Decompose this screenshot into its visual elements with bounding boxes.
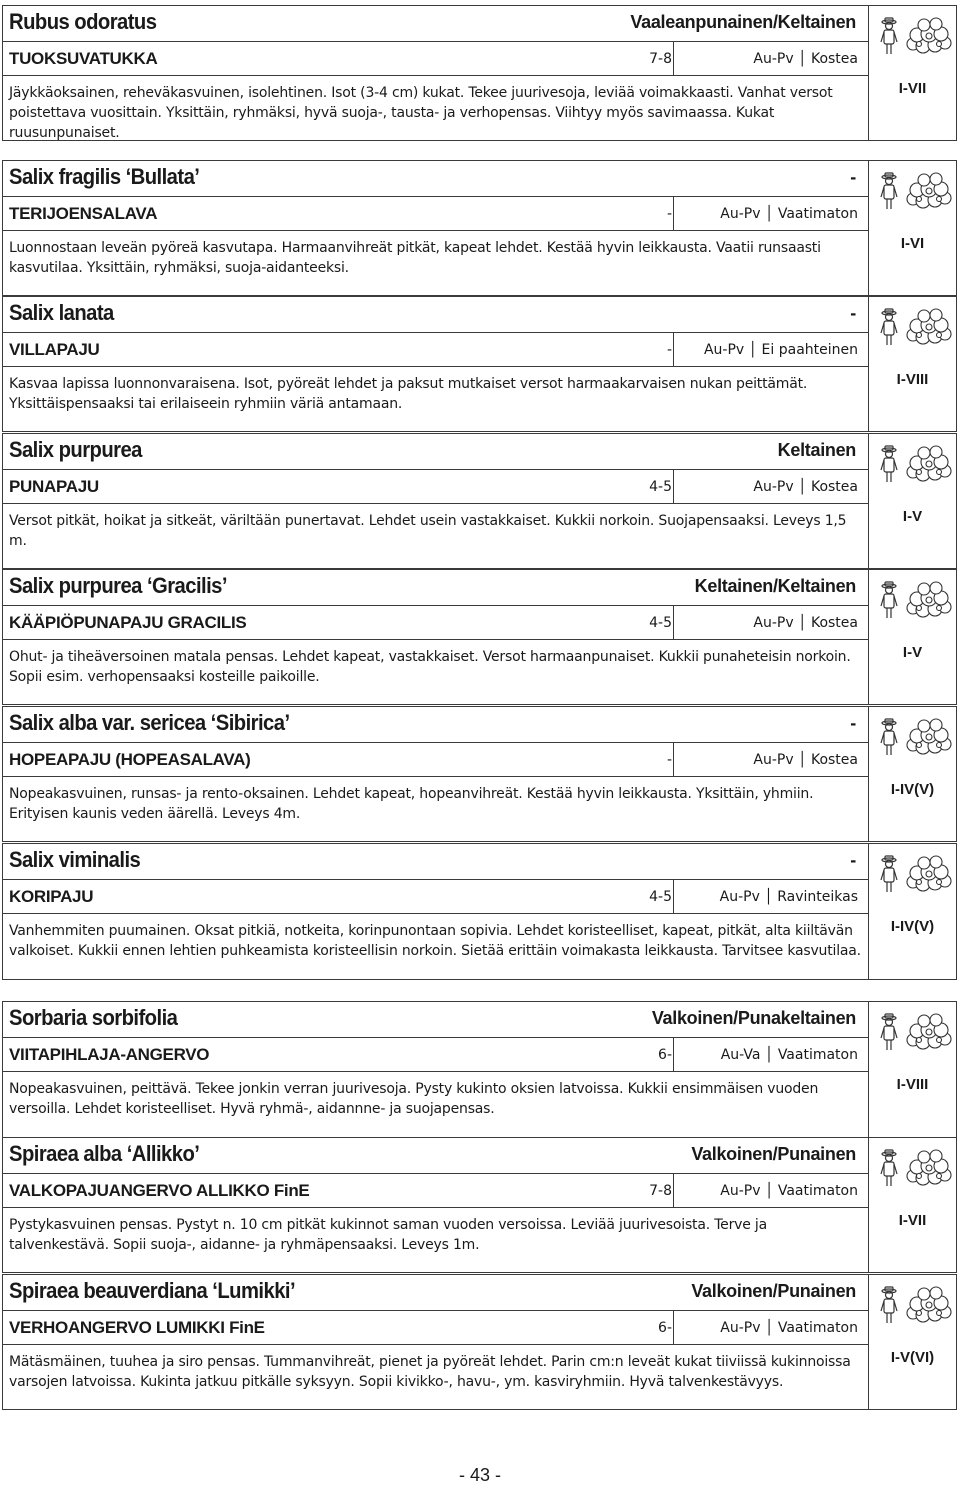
hardiness-zone: 4-5 xyxy=(649,615,672,631)
entry-info-row xyxy=(3,743,868,777)
description: Ohut- ja tiheäversoinen matala pensas. Lehdet kapeat, vastakkaiset. Versot harmaanpunaiset. Kukkii punaheteisin norkoin. Sopii esim. verhopensaaksi kosteille paikoille. xyxy=(9,649,851,685)
planting-months: I-IV(V) xyxy=(890,918,935,935)
description: Nopeakasvuinen, runsas- ja rento-oksainen. Lehdet kapeat, hopeanvihreät. Kestää hyvin leikkausta. Yksittäin, yhmiin. Erityisen kaunis veden äärellä. Leveys 4m. xyxy=(9,786,814,822)
description: Nopeakasvuinen, peittävä. Tekee jonkin verran juurivesoja. Pysty kukinto oksien latvoissa. Kukkii ensimmäisen vuoden versoilla. Lehdet koristeelliset. Hyvä ryhmä-, aidannne- ja suojapensas. xyxy=(9,1081,819,1117)
entry-side xyxy=(869,1275,956,1409)
person-icon xyxy=(881,18,897,54)
flower-color: Keltainen/Keltainen xyxy=(694,576,856,596)
planting-months: I-VII xyxy=(898,80,927,97)
entry-main xyxy=(3,1275,869,1409)
common-name: KÄÄPIÖPUNAPAJU GRACILIS xyxy=(9,613,247,632)
size-icons xyxy=(879,16,955,56)
common-name: KORIPAJU xyxy=(9,887,94,906)
plant-entry xyxy=(2,1137,957,1273)
column-divider xyxy=(673,1311,674,1344)
page-number: - 43 - xyxy=(458,1465,501,1485)
flower-color: - xyxy=(850,303,856,323)
description: Vanhemmiten puumainen. Oksat pitkiä, notkeita, korinpunontaan sopivia. Lehdet koristeelliset, kapeat, pitkät, alta kiiltävän valkoiset. Kukkii ennen lehtien puhkeamista koristeellisin norkoin. Sietää erittäin voimakasta leikkausta. Tarvitsee kasvutilaa. xyxy=(9,923,861,959)
entry-info-row xyxy=(3,197,868,231)
flower-color: Vaaleanpunainen/Keltainen xyxy=(630,12,856,32)
entry-side xyxy=(869,161,956,295)
entry-main xyxy=(3,570,869,704)
description: Mätäsmäinen, tuuhea ja siro pensas. Tummanvihreät, pienet ja pyöreät lehdet. Parin cm:n leveät kukat tiiviissä kukinnoissa varsojen latvoissa. Kukinta jatkuu pitkälle syksyyn. Sopii kivikko-, havu-, ym. kasviryhmiin. Hyvä talvenkestävyys. xyxy=(9,1354,851,1390)
size-icons xyxy=(879,717,955,757)
entry-header-row xyxy=(3,434,868,470)
description: Pystykasvuinen pensas. Pystyt n. 10 cm pitkät kukinnot saman vuoden versoissa. Leviää juurivesoista. Terve ja talvenkestävä. Sopii suoja-, aidanne- ja ryhmäpensaaksi. Leveys 1m. xyxy=(9,1217,767,1253)
flower-color: - xyxy=(850,850,856,870)
entry-side xyxy=(869,6,956,140)
description: Luonnostaan leveän pyöreä kasvutapa. Harmaanvihreät pitkät, kapeat lehdet. Kestää hyvin leikkausta. Vaatii runsaasti kasvutilaa. Yksittäin, ryhmäksi, suoja-aidanteeksi. xyxy=(9,240,821,276)
growing-conditions: Au-Pv │ Kostea xyxy=(753,479,858,495)
latin-name: Rubus odoratus xyxy=(9,9,157,34)
entry-header-row xyxy=(3,161,868,197)
entry-header-row xyxy=(3,844,868,880)
growing-conditions: Au-Pv │ Ravinteikas xyxy=(719,889,858,905)
entry-side xyxy=(869,1002,956,1137)
entry-info-row xyxy=(3,1311,868,1345)
entry-side xyxy=(869,297,956,431)
shrub-icon xyxy=(907,1287,951,1322)
common-name: VIITAPIHLAJA-ANGERVO xyxy=(9,1045,210,1064)
hardiness-zone: - xyxy=(666,206,672,222)
growing-conditions: Au-Pv │ Kostea xyxy=(753,752,858,768)
plant-entry xyxy=(2,296,957,432)
person-icon xyxy=(881,309,897,345)
flower-color: Valkoinen/Punakeltainen xyxy=(651,1008,856,1028)
latin-name: Salix alba var. sericea ‘Sibirica’ xyxy=(9,710,290,735)
size-icons xyxy=(879,854,955,894)
entry-header-row xyxy=(3,6,868,42)
shrub-icon xyxy=(907,582,951,617)
planting-months: I-VII xyxy=(898,1212,927,1229)
growing-conditions: Au-Pv │ Kostea xyxy=(753,51,858,67)
entry-info-row xyxy=(3,333,868,367)
shrub-icon xyxy=(907,856,951,891)
shrub-icon xyxy=(907,1014,951,1049)
description: Versot pitkät, hoikat ja sitkeät, väriltään punertavat. Lehdet usein vastakkaiset. Kukkii norkoin. Suojapensaaksi. Leveys 1,5 m. xyxy=(9,513,847,549)
latin-name: Salix fragilis ‘Bullata’ xyxy=(9,164,200,189)
plant-entry xyxy=(2,706,957,842)
entry-main xyxy=(3,161,869,295)
common-name: TUOKSUVATUKKA xyxy=(9,49,158,68)
column-divider xyxy=(673,197,674,230)
entry-header-row xyxy=(3,570,868,606)
plant-entry xyxy=(2,569,957,705)
plant-entry xyxy=(2,1274,957,1410)
person-icon xyxy=(881,1150,897,1186)
hardiness-zone: 6- xyxy=(658,1320,672,1336)
entry-header-row xyxy=(3,1275,868,1311)
column-divider xyxy=(673,880,674,913)
shrub-icon xyxy=(907,309,951,344)
entry-side xyxy=(869,434,956,568)
entry-main xyxy=(3,707,869,841)
common-name: PUNAPAJU xyxy=(9,477,99,496)
column-divider xyxy=(673,1174,674,1207)
flower-color: Keltainen xyxy=(777,440,856,460)
growing-conditions: Au-Pv │ Vaatimaton xyxy=(720,206,858,222)
latin-name: Salix purpurea xyxy=(9,437,142,462)
planting-months: I-VIII xyxy=(896,1076,929,1093)
latin-name: Spiraea beauverdiana ‘Lumikki’ xyxy=(9,1278,296,1303)
size-icons xyxy=(879,1148,955,1188)
entry-main xyxy=(3,297,869,431)
column-divider xyxy=(673,606,674,639)
column-divider xyxy=(673,1038,674,1071)
hardiness-zone: 6- xyxy=(658,1047,672,1063)
size-icons xyxy=(879,1285,955,1325)
common-name: VERHOANGERVO LUMIKKI FinE xyxy=(9,1318,265,1337)
plant-entry xyxy=(2,1001,957,1138)
entry-info-row xyxy=(3,606,868,640)
planting-months: I-VI xyxy=(900,235,925,252)
entry-info-row xyxy=(3,880,868,914)
flower-color: Valkoinen/Punainen xyxy=(691,1281,856,1301)
latin-name: Salix lanata xyxy=(9,300,114,325)
plant-entry xyxy=(2,433,957,569)
entry-info-row xyxy=(3,470,868,504)
planting-months: I-IV(V) xyxy=(890,781,935,798)
person-icon xyxy=(881,582,897,618)
entry-main xyxy=(3,1002,869,1137)
common-name: TERIJOENSALAVA xyxy=(9,204,158,223)
entry-info-row xyxy=(3,1038,868,1072)
size-icons xyxy=(879,444,955,484)
latin-name: Sorbaria sorbifolia xyxy=(9,1005,178,1030)
shrub-icon xyxy=(907,446,951,481)
hardiness-zone: 4-5 xyxy=(649,889,672,905)
planting-months: I-V xyxy=(902,508,923,525)
entry-side xyxy=(869,1138,956,1272)
common-name: VALKOPAJUANGERVO ALLIKKO FinE xyxy=(9,1181,310,1200)
planting-months: I-V xyxy=(902,644,923,661)
hardiness-zone: 7-8 xyxy=(649,51,672,67)
shrub-icon xyxy=(907,173,951,208)
size-icons xyxy=(879,171,955,211)
entry-main xyxy=(3,434,869,568)
plant-entry xyxy=(2,843,957,980)
plant-entry xyxy=(2,160,957,296)
entry-header-row xyxy=(3,297,868,333)
flower-color: - xyxy=(850,167,856,187)
person-icon xyxy=(881,446,897,482)
entry-main xyxy=(3,6,869,140)
planting-months: I-VIII xyxy=(896,371,929,388)
entry-main xyxy=(3,844,869,979)
person-icon xyxy=(881,1014,897,1050)
size-icons xyxy=(879,580,955,620)
entry-header-row xyxy=(3,1002,868,1038)
latin-name: Spiraea alba ‘Allikko’ xyxy=(9,1141,200,1166)
common-name: HOPEAPAJU (HOPEASALAVA) xyxy=(9,750,251,769)
description: Jäykkäoksainen, reheväkasvuinen, isolehtinen. Isot (3-4 cm) kukat. Tekee juurivesoja, leviää voimakkaasti. Vanhat versot poistettava vuosittain. Yksittäin, ryhmäksi, hyvä suoja-, tausta- ja verhopensas. Viihtyy myös savimaassa. Kukat ruusunpunaiset. xyxy=(9,85,833,141)
growing-conditions: Au-Pv │ Vaatimaton xyxy=(720,1320,858,1336)
entry-info-row xyxy=(3,42,868,76)
person-icon xyxy=(881,719,897,755)
column-divider xyxy=(673,743,674,776)
entry-side xyxy=(869,844,956,979)
hardiness-zone: 4-5 xyxy=(649,479,672,495)
description: Kasvaa lapissa luonnonvaraisena. Isot, pyöreät lehdet ja paksut mutkaiset versot harmaakarvaisen nukan peittämät. Yksittäispensaaksi tai erilaiseein ryhmiin väriä antamaan. xyxy=(9,376,808,412)
entry-side xyxy=(869,707,956,841)
entry-info-row xyxy=(3,1174,868,1208)
growing-conditions: Au-Pv │ Vaatimaton xyxy=(720,1183,858,1199)
hardiness-zone: - xyxy=(666,342,672,358)
person-icon xyxy=(881,173,897,209)
flower-color: - xyxy=(850,713,856,733)
growing-conditions: Au-Pv │ Kostea xyxy=(753,615,858,631)
latin-name: Salix purpurea ‘Gracilis’ xyxy=(9,573,227,598)
hardiness-zone: - xyxy=(666,752,672,768)
plant-entry xyxy=(2,5,957,141)
shrub-icon xyxy=(907,18,951,53)
latin-name: Salix viminalis xyxy=(9,847,141,872)
size-icons xyxy=(879,1012,955,1052)
planting-months: I-V(VI) xyxy=(890,1349,935,1366)
hardiness-zone: 7-8 xyxy=(649,1183,672,1199)
person-icon xyxy=(881,1287,897,1323)
shrub-icon xyxy=(907,719,951,754)
growing-conditions: Au-Pv │ Ei paahteinen xyxy=(703,342,858,358)
column-divider xyxy=(673,470,674,503)
entry-header-row xyxy=(3,1138,868,1174)
common-name: VILLAPAJU xyxy=(9,340,100,359)
size-icons xyxy=(879,307,955,347)
growing-conditions: Au-Va │ Vaatimaton xyxy=(720,1047,858,1063)
entry-main xyxy=(3,1138,869,1272)
entry-side xyxy=(869,570,956,704)
column-divider xyxy=(673,333,674,366)
column-divider xyxy=(673,42,674,75)
person-icon xyxy=(881,856,897,892)
entry-header-row xyxy=(3,707,868,743)
shrub-icon xyxy=(907,1150,951,1185)
flower-color: Valkoinen/Punainen xyxy=(691,1144,856,1164)
